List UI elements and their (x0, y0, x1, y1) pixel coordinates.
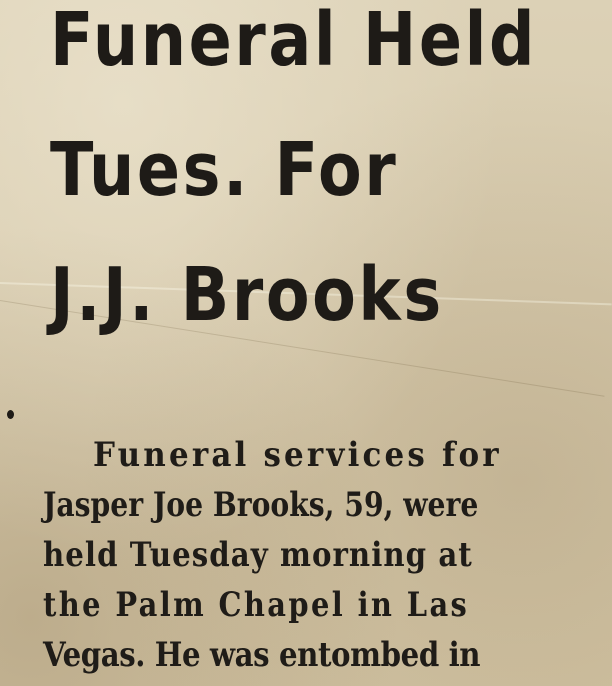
article-line: the Palm Chapel in Las (43, 585, 470, 625)
ink-speck (7, 410, 14, 419)
headline-line: J.J. Brooks (50, 252, 444, 338)
article-line: Funeral services for (93, 435, 502, 475)
article-line: Jasper Joe Brooks, 59, were (43, 485, 479, 525)
headline-line: Tues. For (50, 127, 399, 213)
headline-line: Funeral Held (50, 0, 538, 83)
article-line: held Tuesday morning at (43, 535, 473, 575)
article-line: Vegas. He was entombed in (43, 635, 481, 675)
